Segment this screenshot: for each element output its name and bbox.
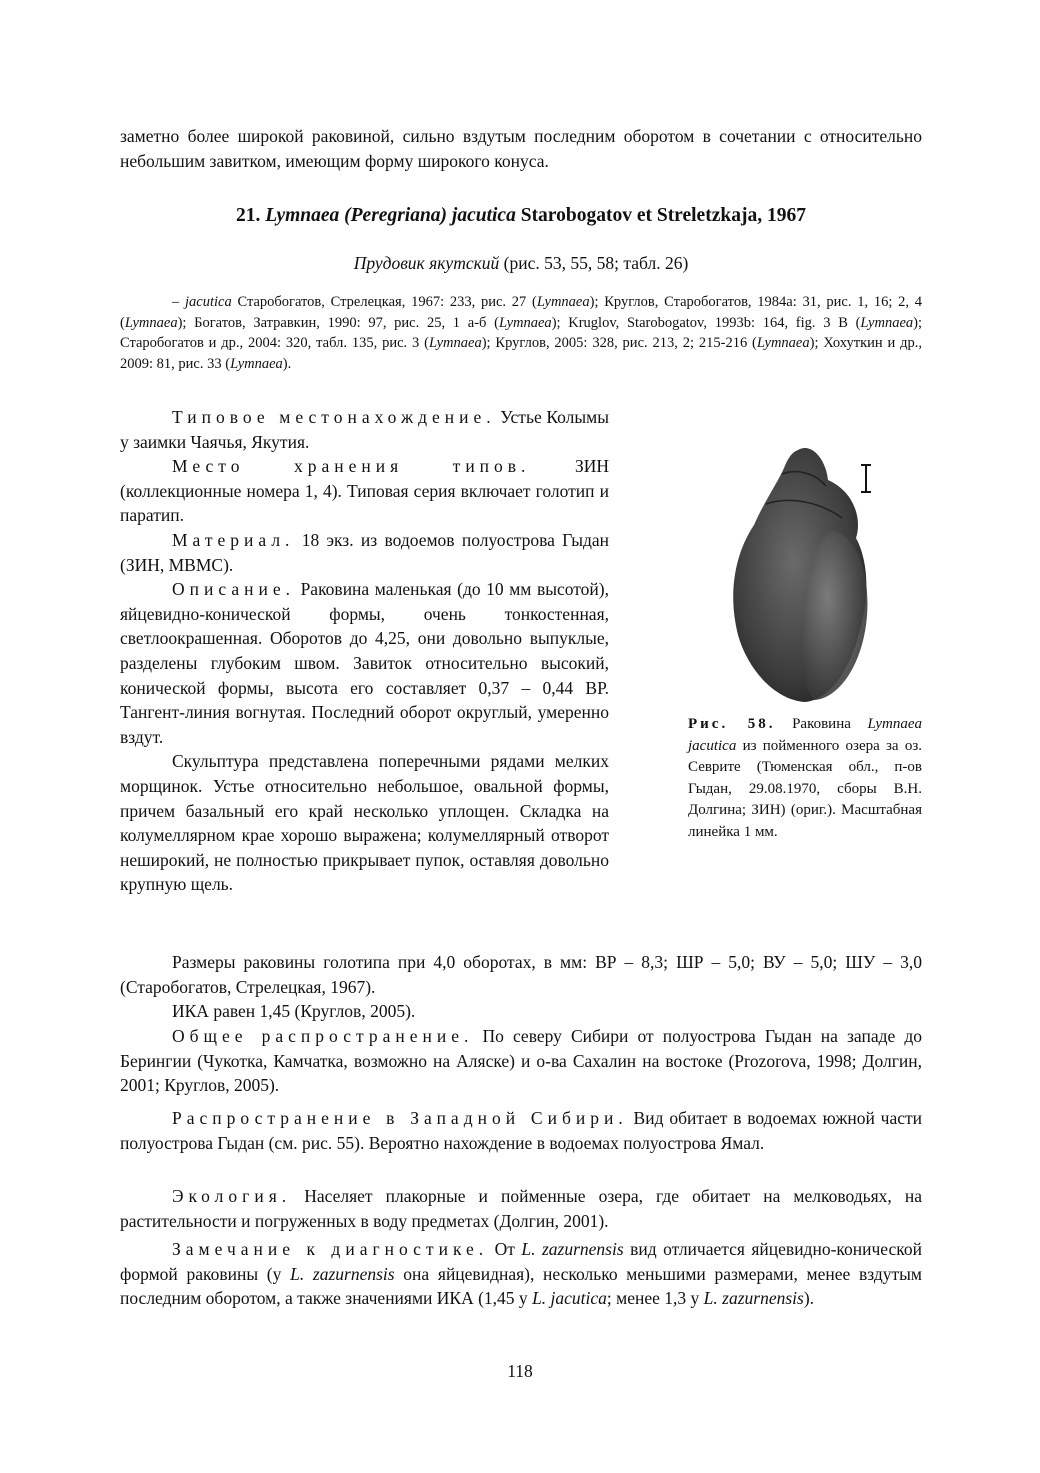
- general-distribution-label: Общее распространение.: [172, 1026, 474, 1046]
- page-number: 118: [507, 1361, 533, 1381]
- type-locality-text: Устье Колымы у заимки Чаячья, Якутия.: [120, 407, 609, 452]
- dimensions-paragraph: Размеры раковины голотипа при 4,0 оборотах, в мм: ВР – 8,3; ШР – 5,0; ВУ – 5,0; ШУ – 3,0 (Старобогатов, Стрелецкая, 1967).: [120, 952, 922, 997]
- italic-text: L. zazurnensis: [703, 1288, 804, 1309]
- species-genus: Lymnaea (Peregriana) jacutica: [265, 205, 516, 226]
- ecology-text: Населяет плакорные и пойменные озера, где обитает на мелководьях, на растительности и погруженных в воду предметах (Долгин, 2001).: [120, 1186, 922, 1231]
- ecology-label: Экология.: [172, 1186, 292, 1206]
- description-paragraph: [120, 577, 609, 749]
- text-span: От: [488, 1239, 522, 1259]
- italic-text: Lymnaea: [428, 335, 482, 352]
- type-locality-paragraph: [120, 405, 609, 454]
- material-paragraph: [120, 528, 609, 577]
- general-distribution-paragraph: [120, 1024, 922, 1098]
- species-heading: [120, 205, 922, 227]
- ika-paragraph: ИКА равен 1,45 (Круглов, 2005).: [172, 1001, 416, 1021]
- italic-text: Lymnaea: [756, 335, 810, 352]
- type-locality-label: Типовое местонахождение.: [172, 407, 496, 427]
- intro-paragraph: заметно более широкой раковиной, сильно вздутым последним оборотом в сочетании с относительно небольшим завитком, имеющим форму широкого конуса.: [120, 126, 922, 171]
- description-label: Описание.: [172, 579, 295, 600]
- common-name-refs: (рис. 53, 55, 58; табл. 26): [503, 253, 689, 273]
- italic-text: L. jacutica: [532, 1288, 607, 1309]
- text-span: ); Старобогатов и др., 2004: 320, табл. 135, рис. 3 (: [120, 314, 923, 352]
- text-span: ); Хохуткин и др., 2009: 81, рис. 33 (: [120, 335, 923, 372]
- text-span: Старобогатов, Стрелецкая, 1967: 233, рис. 27 (: [231, 294, 537, 310]
- italic-text: Lymnaea: [860, 314, 914, 331]
- italic-text: L. zazurnensis: [290, 1263, 395, 1284]
- italic-text: Lymnaea: [230, 355, 283, 372]
- western-siberia-paragraph: [120, 1106, 922, 1155]
- section-label: Замечание к диагностике.: [172, 1239, 489, 1259]
- western-siberia-label: Распространение в Западной Сибири.: [172, 1108, 628, 1128]
- species-authors: Starobogatov et Streletzkaja, 1967: [520, 205, 806, 226]
- text-span: вид отличается яйцевидно-конической формой раковины (у: [120, 1239, 922, 1284]
- material-label: Материал.: [172, 529, 295, 550]
- left-column: [120, 405, 609, 897]
- type-depository-paragraph: [120, 454, 609, 528]
- figure-caption: [688, 714, 922, 843]
- text-span: ; менее 1,3 у: [606, 1288, 704, 1309]
- text-span: Раковина: [775, 716, 868, 732]
- synonymy-block: [120, 292, 922, 374]
- common-name-line: [120, 253, 922, 274]
- italic-text: Lymnaea: [498, 314, 552, 331]
- text-span: ).: [803, 1288, 815, 1309]
- shell-figure: [720, 430, 920, 710]
- italic-text: Lymnaea jacutica: [688, 716, 922, 754]
- sculpture-paragraph: Скульптура представлена поперечными рядами мелких морщинок. Устье относительно небольшое, овальной формы, причем базальный его край несколько уплощен. Складка на колумеллярном крае хорошо выражена; колумеллярный отворот неширокий, не полностью прикрывает пупок, оставляя довольно крупную щель.: [120, 751, 609, 895]
- text-span: –: [172, 294, 185, 310]
- italic-text: Lymnaea: [536, 294, 590, 310]
- type-depository-text: ЗИН (коллекционные номера 1, 4). Типовая серия включает голотип и паратип.: [120, 456, 609, 526]
- italic-text: jacutica: [185, 294, 232, 310]
- italic-text: L. zazurnensis: [521, 1239, 624, 1259]
- type-depository-label: Место хранения типов.: [172, 456, 531, 477]
- text-span: ); Круглов, Старобогатов, 1984a: 31, рис. 1, 16; 2, 4 (: [120, 294, 922, 331]
- text-span: ).: [282, 355, 292, 372]
- text-span: ); Kruglov, Starobogatov, 1993b: 164, fig. 3 B (: [551, 314, 861, 331]
- species-number: 21.: [236, 205, 261, 226]
- ecology-paragraph: [120, 1184, 922, 1233]
- common-name: Прудовик якутский: [353, 253, 500, 273]
- text-span: ); Богатов, Затравкин, 1990: 97, рис. 25, 1 а-б (: [177, 314, 499, 331]
- text-span: из пойменного озера за оз. Севрите (Тюменская обл., п-ов Гыдан, 29.08.1970, сборы В.Н. Долгина; ЗИН) (ориг.). Масштабная линейка 1 мм.: [688, 737, 922, 840]
- general-distribution-text: По северу Сибири от полуострова Гыдан на западе до Берингии (Чукотка, Камчатка, возможно на Аляске) и о-ва Сахалин на востоке (Prozorova, 1998; Долгин, 2001; Круглов, 2005).: [120, 1026, 922, 1096]
- text-span: она яйцевидная), несколько меньшими размерами, менее вздутым последним оборотом, а также значениями ИКА (1,45 у: [120, 1263, 922, 1309]
- italic-text: Lymnaea: [124, 314, 178, 331]
- description-text: Раковина маленькая (до 10 мм высотой), яйцевидно-конической формы, очень тонкостенная, светлоокрашенная. Оборотов до 4,25, они довольно выпуклые, разделены глубоким швом. Завиток относительно высокий, конической формы, высота его составляет 0,37 – 0,44 ВР. Тангент-линия вогнутая. Последний оборот округлый, умеренно вздут.: [120, 579, 609, 747]
- material-text: 18 экз. из водоемов полуострова Гыдан (ЗИН, МВМС).: [120, 529, 609, 575]
- text-span: ); Круглов, 2005: 328, рис. 213, 2; 215-216 (: [481, 335, 757, 352]
- western-siberia-text: Вид обитает в водоемах южной части полуострова Гыдан (см. рис. 55). Вероятно нахождение в водоемах полуострова Ямал.: [120, 1108, 922, 1153]
- diagnostic-note-paragraph: [120, 1237, 922, 1311]
- figure-label: Рис. 58.: [688, 716, 776, 732]
